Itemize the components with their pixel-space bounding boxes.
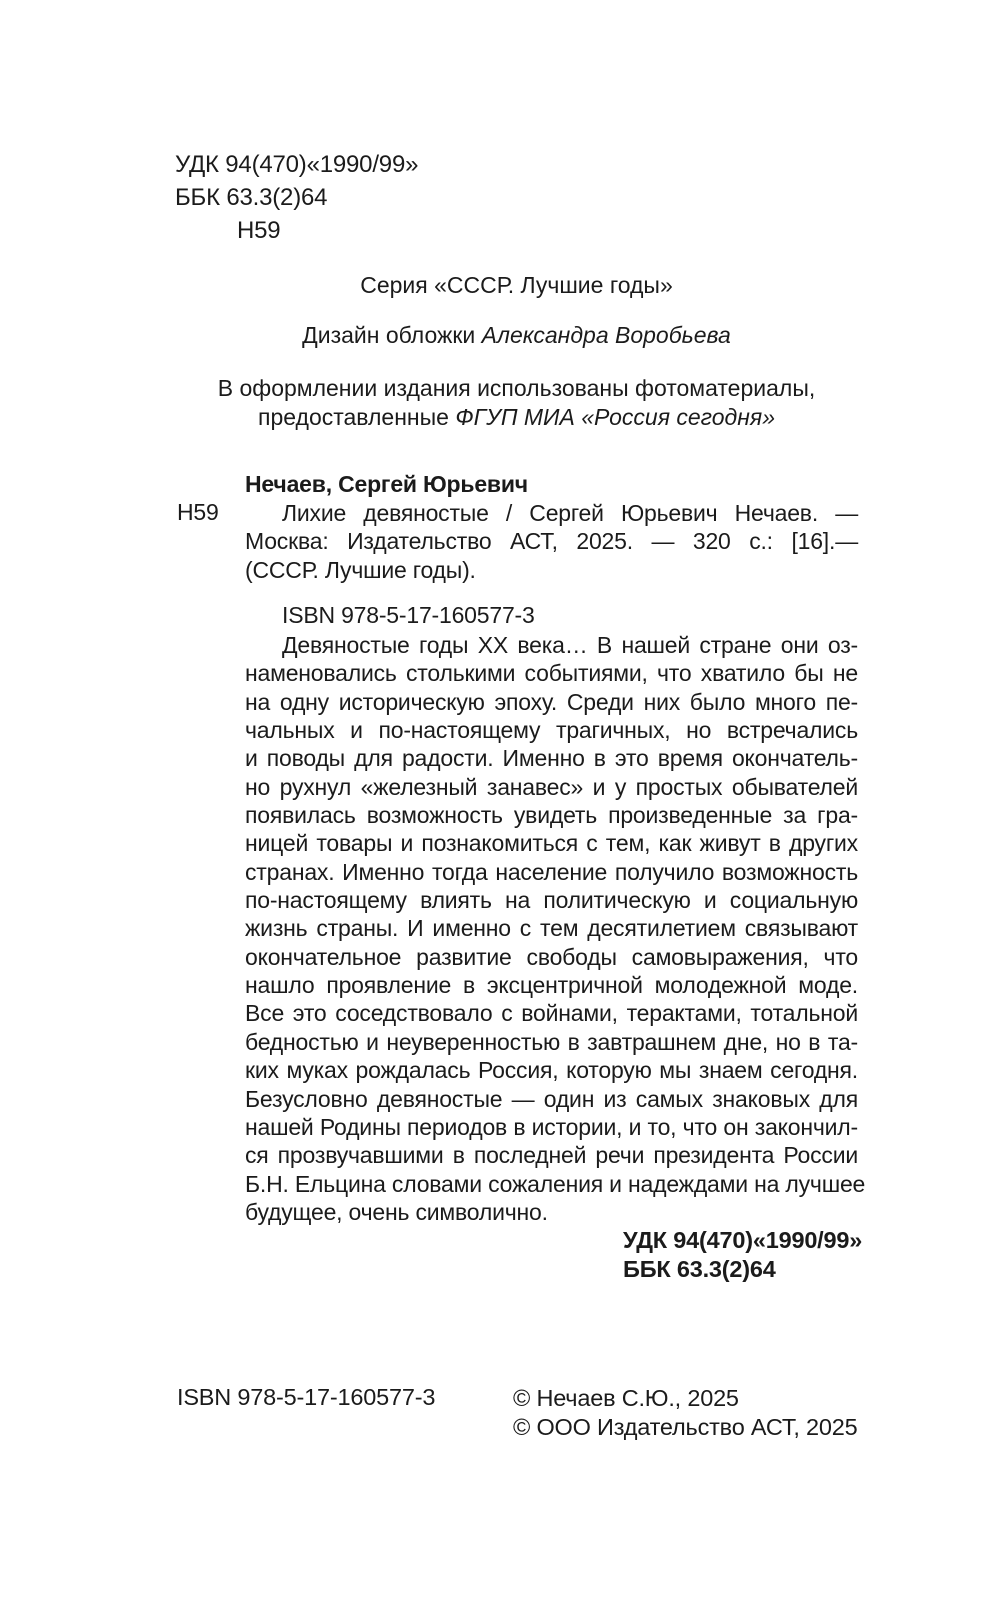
cover-designer-name: Александра Воробьева [481, 322, 731, 348]
cover-design-prefix: Дизайн обложки [302, 322, 482, 348]
udk-code: УДК 94(470)«1990/99» [175, 151, 419, 178]
text-line: чальных и по-настоящему трагичных, но встречались [245, 717, 858, 744]
text-line: будущее, очень символично. [245, 1198, 548, 1225]
text-line: (СССР. Лучшие годы). [245, 556, 476, 583]
photo-credit-line1: В оформлении издания использованы фотоматериалы, [217, 375, 816, 401]
photo-credit-line2 [175, 403, 858, 432]
bottom-udk-code: УДК 94(470)«1990/99» [623, 1227, 863, 1253]
text-line: жизнь страны. И именно с тем десятилетием связывают [245, 915, 858, 942]
text-line: на одну историческую эпоху. Среди них было много пе- [245, 688, 858, 715]
bbk-code: ББК 63.3(2)64 [175, 184, 328, 211]
text-line: Б.Н. Ельцина словами сожаления и надеждами на лучшее [245, 1170, 866, 1197]
text-line: странах. Именно тогда население получило возможность [245, 858, 858, 885]
copyright-author: © Нечаев С.Ю., 2025 [513, 1385, 739, 1411]
author-sign-code: Н59 [237, 217, 281, 244]
text-line: появилась возможность увидеть произведенные за гра- [245, 802, 858, 829]
text-line: Москва: Издательство АСТ, 2025. — 320 с.: [16].— [245, 528, 858, 554]
bottom-bbk-code: ББК 63.3(2)64 [623, 1255, 776, 1282]
photo-credit-prefix: предоставленные [258, 404, 456, 430]
annotation [245, 631, 866, 1226]
copyright-block [513, 1384, 858, 1441]
series-line: Серия «СССР. Лучшие годы» [360, 272, 673, 298]
text-line: ницей товары и познакомиться с тем, как живут в других [245, 830, 858, 857]
text-line: нашей Родины периодов в истории, и то, что он закончил- [245, 1113, 858, 1140]
text-line: Безусловно девяностые — один из самых знаковых для [245, 1085, 858, 1112]
cover-design-line [175, 322, 858, 349]
text-line: Девяностые годы ХХ века… В нашей стране они оз- [282, 632, 858, 658]
text-line: по-настоящему влиять на политическую и социальную [245, 887, 858, 914]
footer-isbn: ISBN 978-5-17-160577-3 [177, 1384, 436, 1410]
catalog-margin-code: Н59 [177, 499, 219, 525]
text-line: нашло проявление в эксцентричной молодежной моде. [245, 972, 858, 999]
photo-credit-block [175, 374, 858, 432]
text-line: ся прозвучавшими в последней речи президента России [245, 1142, 858, 1169]
isbn-line: ISBN 978-5-17-160577-3 [282, 602, 535, 628]
text-line: бедностью и неуверенностью в завтрашнем дне, но в та- [245, 1028, 858, 1055]
text-line: окончательное развитие свободы самовыражения, что [245, 943, 858, 970]
text-line: ких муках рождалась Россия, которую мы знаем сегодня. [245, 1057, 858, 1084]
text-line: наменовались столькими событиями, что хватило бы не [245, 660, 858, 687]
text-line: и поводы для радости. Именно в это время окончатель- [245, 745, 858, 772]
text-line: Все это соседствовало с войнами, терактами, тотальной [245, 1000, 858, 1027]
text-line: Лихие девяностые / Сергей Юрьевич Нечаев. — [282, 499, 858, 526]
copyright-publisher: © ООО Издательство АСТ, 2025 [513, 1413, 858, 1440]
catalog-card [245, 470, 858, 584]
catalog-author: Нечаев, Сергей Юрьевич [245, 471, 528, 497]
catalog-description [245, 499, 858, 585]
top-codes-block [175, 148, 418, 247]
photo-credit-source: ФГУП МИА «Россия сегодня» [455, 404, 775, 430]
text-line: но рухнул «железный занавес» и у простых обывателей [245, 773, 858, 800]
bottom-codes-block [623, 1226, 862, 1283]
